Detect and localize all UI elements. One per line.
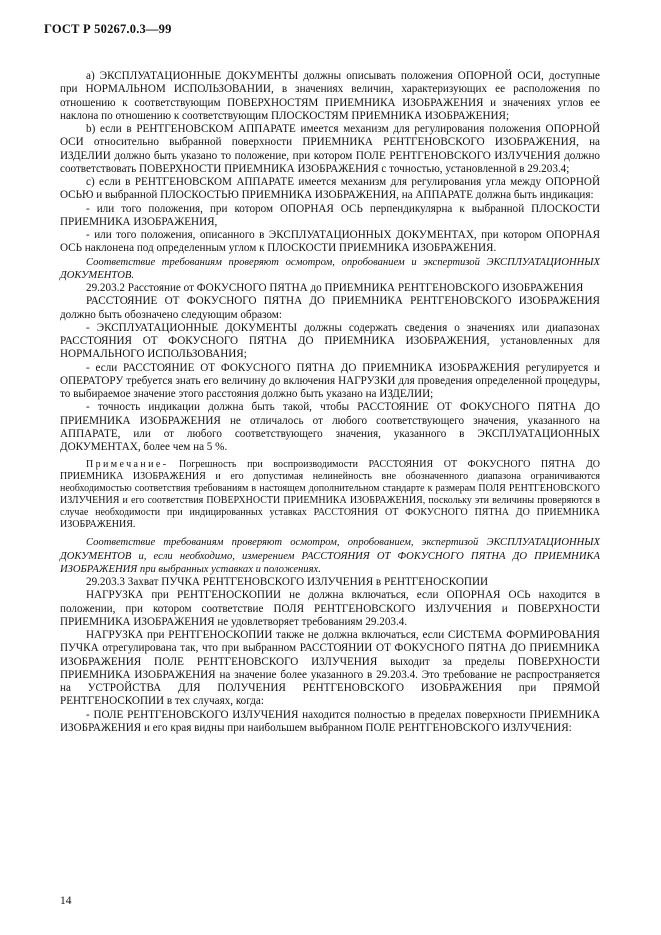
paragraph: b) если в РЕНТГЕНОВСКОМ АППАРАТЕ имеется механизм для регулирования положения ОПОРНОЙ ОСИ относительно выбранной поверхности ПРИЕМНИКА РЕНТГЕНОВСКОГО ИЗОБРАЖЕНИЯ, на ИЗДЕЛИИ должно быть указано то положение, при котором ПОЛЕ РЕНТГЕНОВСКОГО ИЗЛУЧЕНИЯ должно соответствовать ПОВЕРХНОСТИ ПРИЕМНИКА ИЗОБРАЖЕНИЯ с точностью, установленной в 29.203.4; bbox=[60, 123, 600, 175]
paragraph: НАГРУЗКА при РЕНТГЕНОСКОПИИ не должна включаться, если ОПОРНАЯ ОСЬ находится в положении, при котором соответствие ПОЛЯ РЕНТГЕНОВСКОГО ИЗЛУЧЕНИЯ и ПОВЕРХНОСТИ ПРИЕМНИКА ИЗОБРАЖЕНИЯ не удовлетворяет требованиям 29.203.4. bbox=[60, 589, 600, 628]
paragraph: а) ЭКСПЛУАТАЦИОННЫЕ ДОКУМЕНТЫ должны описывать положения ОПОРНОЙ ОСИ, доступные при НОРМАЛЬНОМ ИСПОЛЬЗОВАНИИ, в значениях величин, характеризующих ее расположения по отношению к соответствующим ПОВЕРХНОСТЯМ ПРИЕМНИКА ИЗОБРАЖЕНИЯ и значениях углов ее наклона по отношению к соответствующим ПЛОСКОСТЯМ ПРИЕМНИКА ИЗОБРАЖЕНИЯ; bbox=[60, 70, 600, 122]
paragraph: с) если в РЕНТГЕНОВСКОМ АППАРАТЕ имеется механизм для регулирования угла между ОПОРНОЙ ОСЬЮ и выбранной ПЛОСКОСТЬЮ ПРИЕМНИКА ИЗОБРАЖЕНИЯ, на АППАРАТЕ должна быть индикация: bbox=[60, 176, 600, 202]
paragraph: - или того положения, при котором ОПОРНАЯ ОСЬ перпендикулярна к выбранной ПЛОСКОСТИ ПРИЕМНИКА ИЗОБРАЖЕНИЯ, bbox=[60, 202, 600, 228]
compliance-statement: Соответствие требованиям проверяют осмотром, опробованием, экспертизой ЭКСПЛУАТАЦИОННЫХ ДОКУМЕНТОВ и, если необходимо, измерением РАССТОЯНИЯ ОТ ФОКУСНОГО ПЯТНА ДО ПРИЕМНИКА ИЗОБРАЖЕНИЯ при выбранных уставках и положениях. bbox=[60, 537, 600, 575]
paragraph: - ПОЛЕ РЕНТГЕНОВСКОГО ИЗЛУЧЕНИЯ находится полностью в пределах поверхности ПРИЕМНИКА ИЗОБРАЖЕНИЯ и его края видны при наибольшем выбранном ПОЛЕ РЕНТГЕНОВСКОГО ИЗЛУЧЕНИЯ: bbox=[60, 708, 600, 734]
paragraph: - или того положения, описанного в ЭКСПЛУАТАЦИОННЫХ ДОКУМЕНТАХ, при котором ОПОРНАЯ ОСЬ наклонена под определенным углом к ПЛОСКОСТИ ПРИЕМНИКА ИЗОБРАЖЕНИЯ. bbox=[60, 229, 600, 255]
page-number: 14 bbox=[60, 895, 72, 907]
note-text: Погрешность при воспроизводимости РАССТОЯНИЯ ОТ ФОКУСНОГО ПЯТНА ДО ПРИЕМНИКА ИЗОБРАЖЕНИЯ и его допустимая нелинейность вне обозначенного диапазона ограничиваются необходимостью соответствия требованиям в настоящем дополнительном стандарте к размерам ПОЛЯ РЕНТГЕНОВСКОГО ИЗЛУЧЕНИЯ и его соответствия ПОВЕРХНОСТИ ПРИЕМНИКА ИЗОБРАЖЕНИЯ, поскольку эти величины проверяются в случае необходимости при индицированных уставках РАССТОЯНИЯ ОТ ФОКУСНОГО ПЯТНА ДО ПРИЕМНИКА ИЗОБРАЖЕНИЯ. bbox=[60, 459, 601, 531]
paragraph: - если РАССТОЯНИЕ ОТ ФОКУСНОГО ПЯТНА ДО ПРИЕМНИКА ИЗОБРАЖЕНИЯ регулируется и ОПЕРАТОРУ требуется знать его величину до включения НАГРУЗКИ для проведения определенной процедуры, то выбираемое значение этого расстояния должно быть указано на ИЗДЕЛИИ; bbox=[60, 361, 600, 400]
paragraph: РАССТОЯНИЕ ОТ ФОКУСНОГО ПЯТНА ДО ПРИЕМНИКА РЕНТГЕНОВСКОГО ИЗОБРАЖЕНИЯ должно быть обозначено следующим образом: bbox=[60, 295, 600, 321]
section-heading: 29.203.3 Захват ПУЧКА РЕНТГЕНОВСКОГО ИЗЛУЧЕНИЯ в РЕНТГЕНОСКОПИИ bbox=[86, 576, 489, 588]
paragraph: НАГРУЗКА при РЕНТГЕНОСКОПИИ также не должна включаться, если СИСТЕМА ФОРМИРОВАНИЯ ПУЧКА отрегулирована так, что при выбранном РАССТОЯНИИ ОТ ФОКУСНОГО ПЯТНА ДО ПРИЕМНИКА ИЗОБРАЖЕНИЯ ПОЛЕ РЕНТГЕНОВСКОГО ИЗЛУЧЕНИЯ выходит за пределы ПОВЕРХНОСТИ ПРИЕМНИКА ИЗОБРАЖЕНИЯ на значение более указанного в 29.203.4. Это требование не распространяется на УСТРОЙСТВА ДЛЯ ПОЛУЧЕНИЯ РЕНТГЕНОВСКОГО ИЗОБРАЖЕНИЯ при ПРЯМОЙ РЕНТГЕНОСКОПИИ в тех случаях, когда: bbox=[60, 629, 600, 708]
document-body bbox=[60, 70, 600, 735]
note-label: Примечание- bbox=[86, 459, 169, 471]
paragraph: - ЭКСПЛУАТАЦИОННЫЕ ДОКУМЕНТЫ должны содержать сведения о значениях или диапазонах РАССТОЯНИЯ ОТ ФОКУСНОГО ПЯТНА ДО ПРИЕМНИКА ИЗОБРАЖЕНИЯ, установленных для НОРМАЛЬНОГО ИСПОЛЬЗОВАНИЯ; bbox=[60, 321, 600, 361]
document-header: ГОСТ Р 50267.0.3—99 bbox=[44, 22, 172, 36]
section-heading: 29.203.2 Расстояние от ФОКУСНОГО ПЯТНА до ПРИЕМНИКА РЕНТГЕНОВСКОГО ИЗОБРАЖЕНИЯ bbox=[86, 282, 584, 294]
compliance-statement: Соответствие требованиям проверяют осмотром, опробованием и экспертизой ЭКСПЛУАТАЦИОННЫХ ДОКУМЕНТОВ. bbox=[60, 256, 600, 281]
paragraph: - точность индикации должна быть такой, чтобы РАССТОЯНИЕ ОТ ФОКУСНОГО ПЯТНА ДО ПРИЕМНИКА ИЗОБРАЖЕНИЯ не отличалось от любого соответствующего значения, указанного на АППАРАТЕ, или от любого соответствующего значения, указанного в ЭКСПЛУАТАЦИОННЫХ ДОКУМЕНТАХ, более чем на 5 %. bbox=[60, 401, 600, 453]
note bbox=[60, 459, 600, 531]
